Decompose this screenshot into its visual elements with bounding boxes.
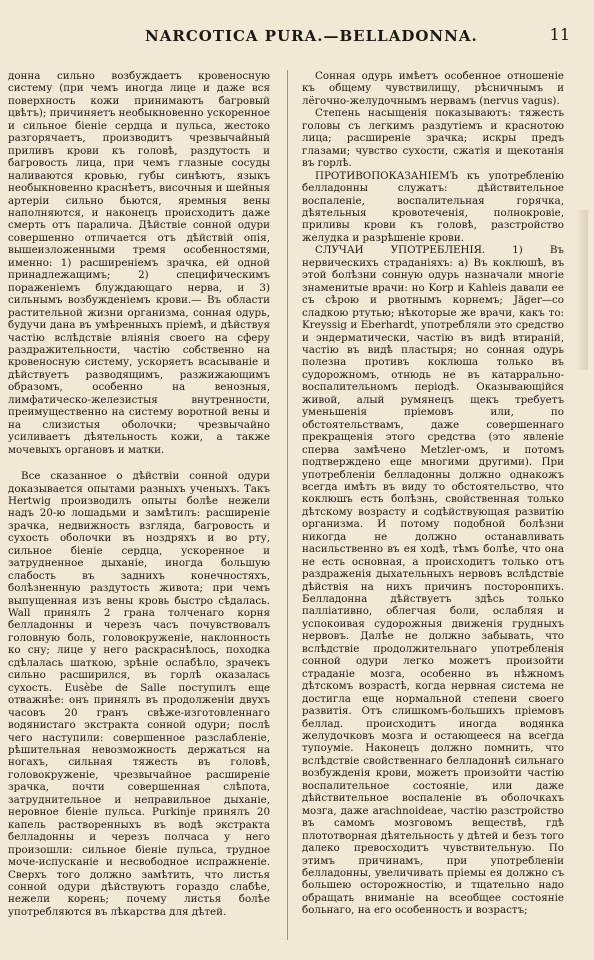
paragraph: ПРОТИВОПОКАЗАНІЕМЪ къ употребленію белладонны служатъ: дѣйствительное воспаленіе, воспалительная горячка, дѣятельныя кровотеченія, полнокровіе, приливы крови къ головѣ, разстройство желудка и разрѣшеніе крови. [302,169,564,244]
paragraph: донна сильно возбуждаетъ кровеносную систему (при чемъ иногда лице и даже вся поверхность кожи принимаютъ багровый цвѣтъ); причиняетъ необыкновенно ускоренное и сильное біеніе сердца и пульса, жестоко разгорячаетъ, производитъ чрезвычайный приливъ крови къ головѣ, раздутость и багровость лица, при чемъ глазные сосуды наливаются кровью, губы синѣютъ, языкъ необыкновенно краснѣетъ, височныя и шейныя артеріи сильно бьются, яремныя вены наполняются, и наконецъ происходитъ даже смерть отъ паралича. Дѣйствіе сонной одури совершенно отличается отъ дѣйствій опія, вышеизложенными тремя особенностями, именно: 1) расширеніемъ зрачка, ей одной принадлежащимъ; 2) специфическимъ пораженіемъ блуждающаго нерва, и 3) сильнымъ возбужденіемъ крови.— Въ области растительной жизни организма, сонная одурь, будучи дана въ умѣренныхъ пріемѣ, и дѣйствуя частію вслѣдствіе вліянія своего на сферу раздражительности, частію собственно на кровеносную систему, ускоряетъ всасываніе и дѣйствуетъ разводящимъ, разжижающимъ образомъ, особенно на венозныя, лимфатическо-железистыя внутренности, преимущественно на систему воротной вены и на слизистыя оболочки; чрезвычайно усиливаетъ дѣятельность кожи, а также мочевыхъ органовъ и матки. [8,70,270,456]
right-column [302,70,564,917]
page-header [0,24,594,46]
paragraph: Все сказанное о дѣйствіи сонной одури доказывается опытами разныхъ ученыхъ. Такъ Hertwig производилъ опыты болѣе нежели надъ 20-ю лошадьми и замѣтилъ: расширеніе зрачка, недвижность взгляда, багровость и сухость оболочки въ ноздряхъ и во рту, сильное біеніе сердца, ускоренное и затрудненное дыханіе, иногда большую слабость въ заднихъ конечностяхъ, болѣзненную раздутость живота; при чемъ выпущенная изъ вены кровь быстро сѣдалась. Wall принялъ 2 грана толченаго корня белладонны и черезъ часъ почувствовалъ головную боль, головокруженіе, наклонность ко сну; лице у него раскраснѣлось, походка сдѣлалась шаткою, зрѣніе ослабѣло, зрачекъ сильно расширился, въ горлѣ оказалась сухость. Eusèbe de Salle поступилъ еще отважнѣе: онъ принялъ въ продолженіи двухъ часовъ 20 гранъ свѣже-изготовленнаго водянистаго экстракта сонной одури; послѣ чего наступили: совершенное разслабленіе, рѣшительная невозможность держаться на ногахъ, сильная тяжесть въ головѣ, головокруженіе, чрезвычайное расширеніе зрачка, почти совершенная слѣпота, затруднительное и неправильное дыханіе, неровное біеніе пульса. Purkinje принялъ 20 капель растворенныхъ въ водѣ экстракта белладонны и черезъ полчаса у него произошли: сильное біеніе пульса, трудное моче-испусканіе и несвободное испражненіе. Сверхъ того должно замѣтить, что листья сонной одури дѣйствуютъ гораздо слабѣе, нежели корень; почему листья болѣе употребляются въ лѣкарства для дѣтей. [8,470,270,918]
paragraph: СЛУЧАИ УПОТРЕБЛЕНІЯ. 1) Въ нервическихъ страданіяхъ: а) Въ коклюшѣ, въ этой болѣзни сонную одурь назначали многіе знаменитые врачи: но Korp и Kahleis давали ее съ сѣрою и рвотнымъ корнемъ; Jäger—со сладкою ртутью; нѣкоторые же врачи, какъ то: Kreyssig и Eberhardt, употребляли это средство и эндерматически, частію въ видѣ втираній, частію въ видѣ пластыря; но сонная одурь полезна противъ коклюша только въ судорожномъ, отнюдь не въ катаррально-воспалительномъ періодѣ. Оказывающійся живой, алый румянецъ щекъ требуетъ уменьшенія пріемовъ или, по обстоятельствамъ, даже совершеннаго прекращенія этого средства (это явленіе сперва замѣчено Metzler-омъ, и потомъ подтверждено еще многими другими). При употребленіи белладонны должно однакожъ всегда имѣть въ виду то обстоятельство, что коклюшъ есть болѣзнь, свойственная только дѣтскому возрасту и содѣйствующая развитію организма. И потому подобной болѣзни никогда не должно останавливать насильственно въ ея ходѣ, тѣмъ болѣе, что она не есть основная, а происходитъ только отъ раздраженія дыхательныхъ нервовъ вслѣдствіе дѣйствія на нихъ причинъ посторонпихъ. Белладонна дѣйствуетъ здѣсь только палліативно, облегчая боли, ослабляя и успокоивая судорожныя движенія грудныхъ нервовъ. Далѣе не должно забывать, что вслѣдствіе продолжительнаго употребленія сонной одури легко можетъ произойти страданіе мозга, особенно въ нѣжномъ дѣтскомъ возрастѣ, когда нервная система не достигла еще нормальной степени своего развитія. Отъ слишкомъ-большихъ пріемовъ беллад. происходитъ иногда водянка желудочковъ мозга и остающееся на всегда тупоуміе. Наконецъ должно помнить, что вслѣдствіе свойственнаго белладоннѣ сильнаго возбужденія крови, можетъ произойти частію воспалительное состояніе, или даже дѣйствительное воспаленіе въ оболочкахъ мозга, даже arachnoideae, частію разстройство въ самомъ мозговомъ веществѣ, гдѣ плототворная дѣятельность у дѣтей и безъ того далеко превосходитъ чувствительную. По этимъ причинамъ, при употребленіи белладонны, увеличивать пріемы ея должно съ большею осторожностію, и тщательно надо обращать вниманіе на всеобщее состояніе больнаго, на его особенность и возрастъ; [302,244,564,917]
page-edge-stain [576,210,588,370]
left-column [8,70,270,918]
paragraph: Степень насыщенія показываютъ: тяжесть головы съ легкимъ раздутіемъ и краснотою лица; расширеніе зрачка; искры предъ глазами; чувство сухости, сжатія и щекотанія въ горлѣ. [302,107,564,170]
running-title: NARCOTICA PURA.—BELLADONNA. [145,27,478,45]
page-number: 11 [549,25,570,44]
column-divider [287,70,288,940]
paragraph: Сонная одурь имѣетъ особенное отношеніе къ общему чувствилищу, рѣсничнымъ и лёгочно-желудочнымъ нервамъ (nervus vagus). [302,70,564,107]
